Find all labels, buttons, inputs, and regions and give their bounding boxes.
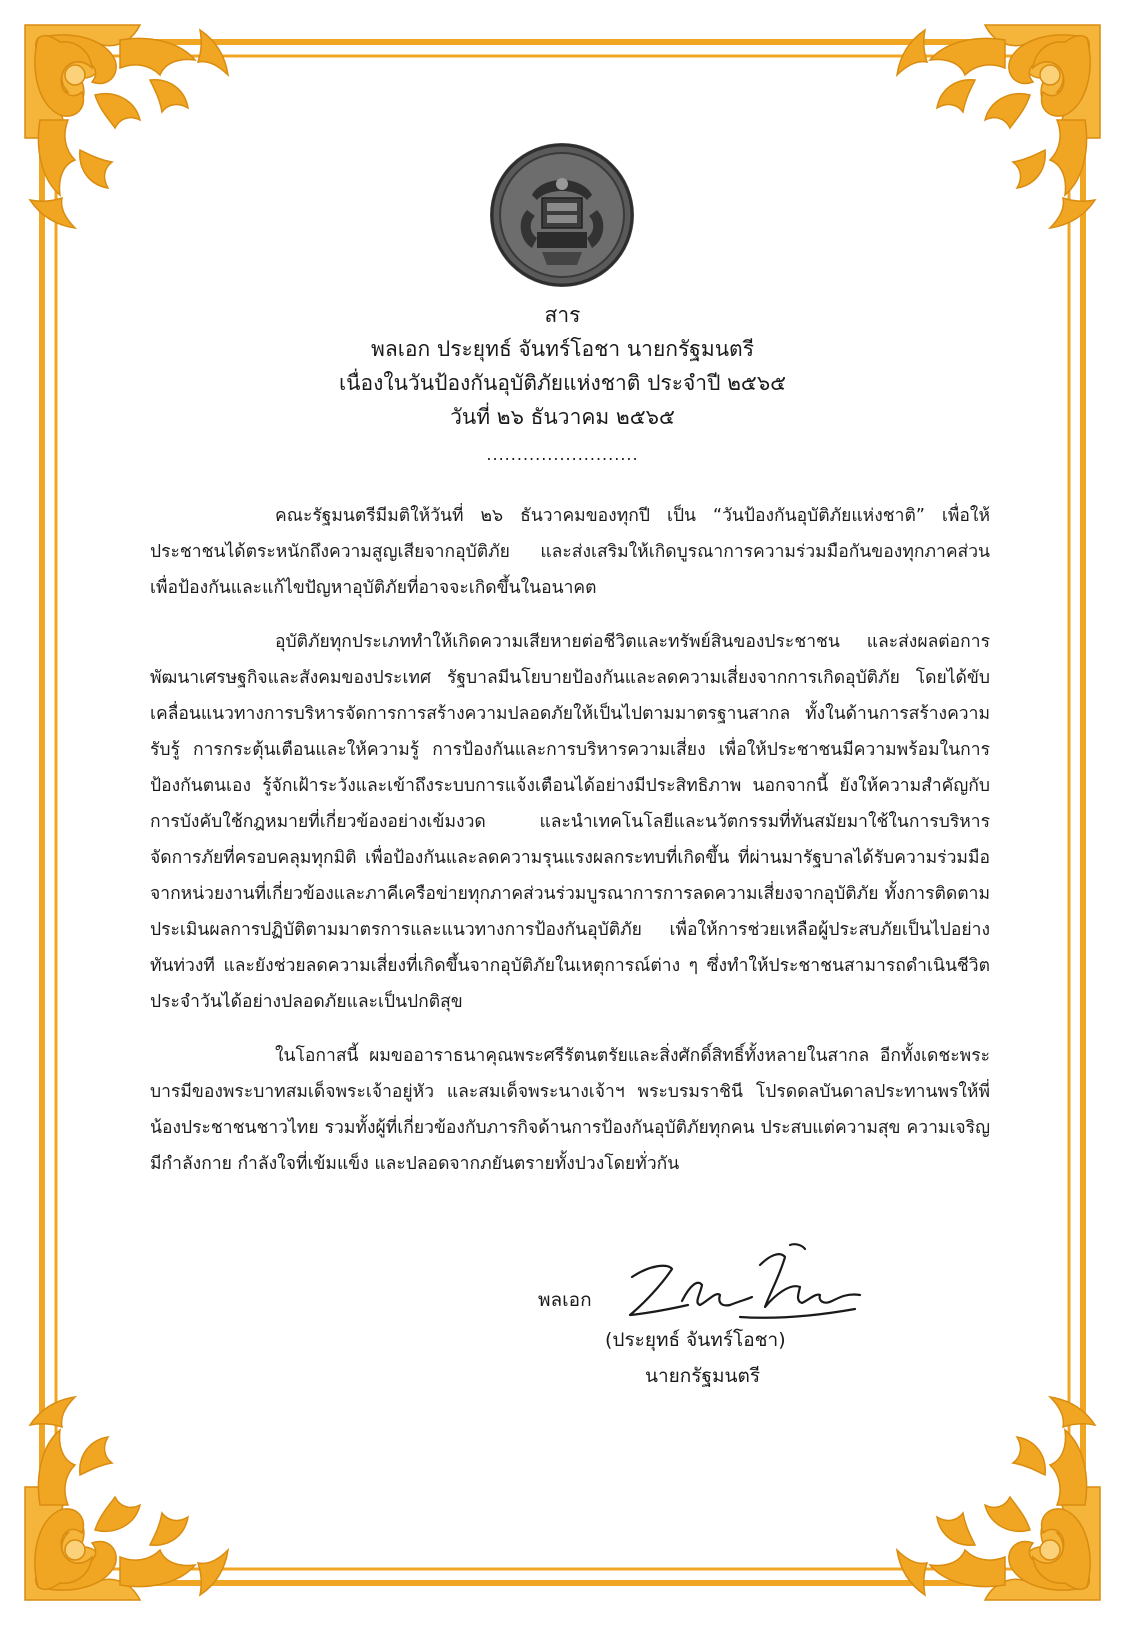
author-line: พลเอก ประยุทธ์ จันทร์โอชา นายกรัฐมนตรี [371,337,754,361]
occasion-line: เนื่องในวันป้องกันอุบัติภัยแห่งชาติ ประจำปี ๒๕๖๕ [338,371,787,395]
signature-name: (ประยุทธ์ จันทร์โอชา) [605,1329,786,1351]
date-line: วันที่ ๒๖ ธันวาคม ๒๕๖๕ [450,405,675,429]
garuda-seal-icon [487,140,637,290]
body-paragraph: อุบัติภัยทุกประเภททำให้เกิดความเสียหายต่อชีวิตและทรัพย์สินของประชาชน และส่งผลต่อการพัฒนาเศรษฐกิจและสังคมของประเทศ รัฐบาลมีนโยบายป้องกันและลดความเสี่ยงจากการเกิดอุบัติภัย โดยได้ขับเคลื่อนแนวทางการบริหารจัดการการสร้างความปลอดภัยให้เป็นไปตามมาตรฐานสากล ทั้งในด้านการสร้างความรับรู้ การกระตุ้นเตือนและให้ความรู้ การป้องกันและการบริหารความเสี่ยง เพื่อให้ประชาชนมีความพร้อมในการป้องกันตนเอง รู้จักเฝ้าระวังและเข้าถึงระบบการแจ้งเตือนได้อย่างมีประสิทธิภาพ นอกจากนี้ ยังให้ความสำคัญกับการบังคับใช้กฎหมายที่เกี่ยวข้องอย่างเข้มงวด และนำเทคโนโลยีและนวัตกรรมที่ทันสมัยมาใช้ในการบริหารจัดการภัยที่ครอบคลุมทุกมิติ เพื่อป้องกันและลดความรุนแรงผลกระทบที่เกิดขึ้น ที่ผ่านมารัฐบาลได้รับความร่วมมือจากหน่วยงานที่เกี่ยวข้องและภาคีเครือข่ายทุกภาคส่วนร่วมบูรณาการการลดความเสี่ยงจากอุบัติภัย ทั้งการติดตามประเมินผลการปฏิบัติตามมาตรการและแนวทางการป้องกันอุบัติภัย เพื่อให้การช่วยเหลือผู้ประสบภัยเป็นไปอย่างทันท่วงที และยังช่วยลดความเสี่ยงที่เกิดขึ้นจากอุบัติภัยในเหตุการณ์ต่าง ๆ ซึ่งทำให้ประชาชนสามารถดำเนินชีวิตประจำวันได้อย่างปลอดภัยและเป็นปกติสุข [150,632,990,1012]
separator-dots: ......................... [486,445,639,464]
document-title: สาร [544,303,581,327]
body-paragraph: ในโอกาสนี้ ผมขออาราธนาคุณพระศรีรัตนตรัยและสิ่งศักดิ์สิทธิ์ทั้งหลายในสากล อีกทั้งเดชะพระบารมีของพระบาทสมเด็จพระเจ้าอยู่หัว และสมเด็จพระนางเจ้าฯ พระบรมราชินี โปรดดลบันดาลประทานพรให้พี่น้องประชาชนชาวไทย รวมทั้งผู้ที่เกี่ยวข้องกับภารกิจด้านการป้องกันอุบัติภัยทุกคน ประสบแต่ความสุข ความเจริญ มีกำลังกาย กำลังใจที่เข้มแข็ง และปลอดจากภยันตรายทั้งปวงโดยทั่วกัน [150,1046,990,1174]
signature-position: นายกรัฐมนตรี [645,1365,761,1387]
handwritten-signature-icon [620,1235,870,1330]
corner-ornament-icon [20,20,235,235]
body-paragraph: คณะรัฐมนตรีมีมติให้วันที่ ๒๖ ธันวาคมของทุกปี เป็น “วันป้องกันอุบัติภัยแห่งชาติ” เพื่อให้ประชาชนได้ตระหนักถึงความสูญเสียจากอุบัติภัย และส่งเสริมให้เกิดบูรณาการความร่วมมือกันของทุกภาคส่วน เพื่อป้องกันและแก้ไขปัญหาอุบัติภัยที่อาจจะเกิดขึ้นในอนาคต [150,506,990,598]
message-header [150,298,975,472]
corner-ornament-icon [20,1390,235,1605]
signature-block [530,1235,870,1405]
message-body [150,498,990,1200]
signature-rank: พลเอก [538,1289,592,1311]
corner-ornament-icon [890,20,1105,235]
corner-ornament-icon [890,1390,1105,1605]
